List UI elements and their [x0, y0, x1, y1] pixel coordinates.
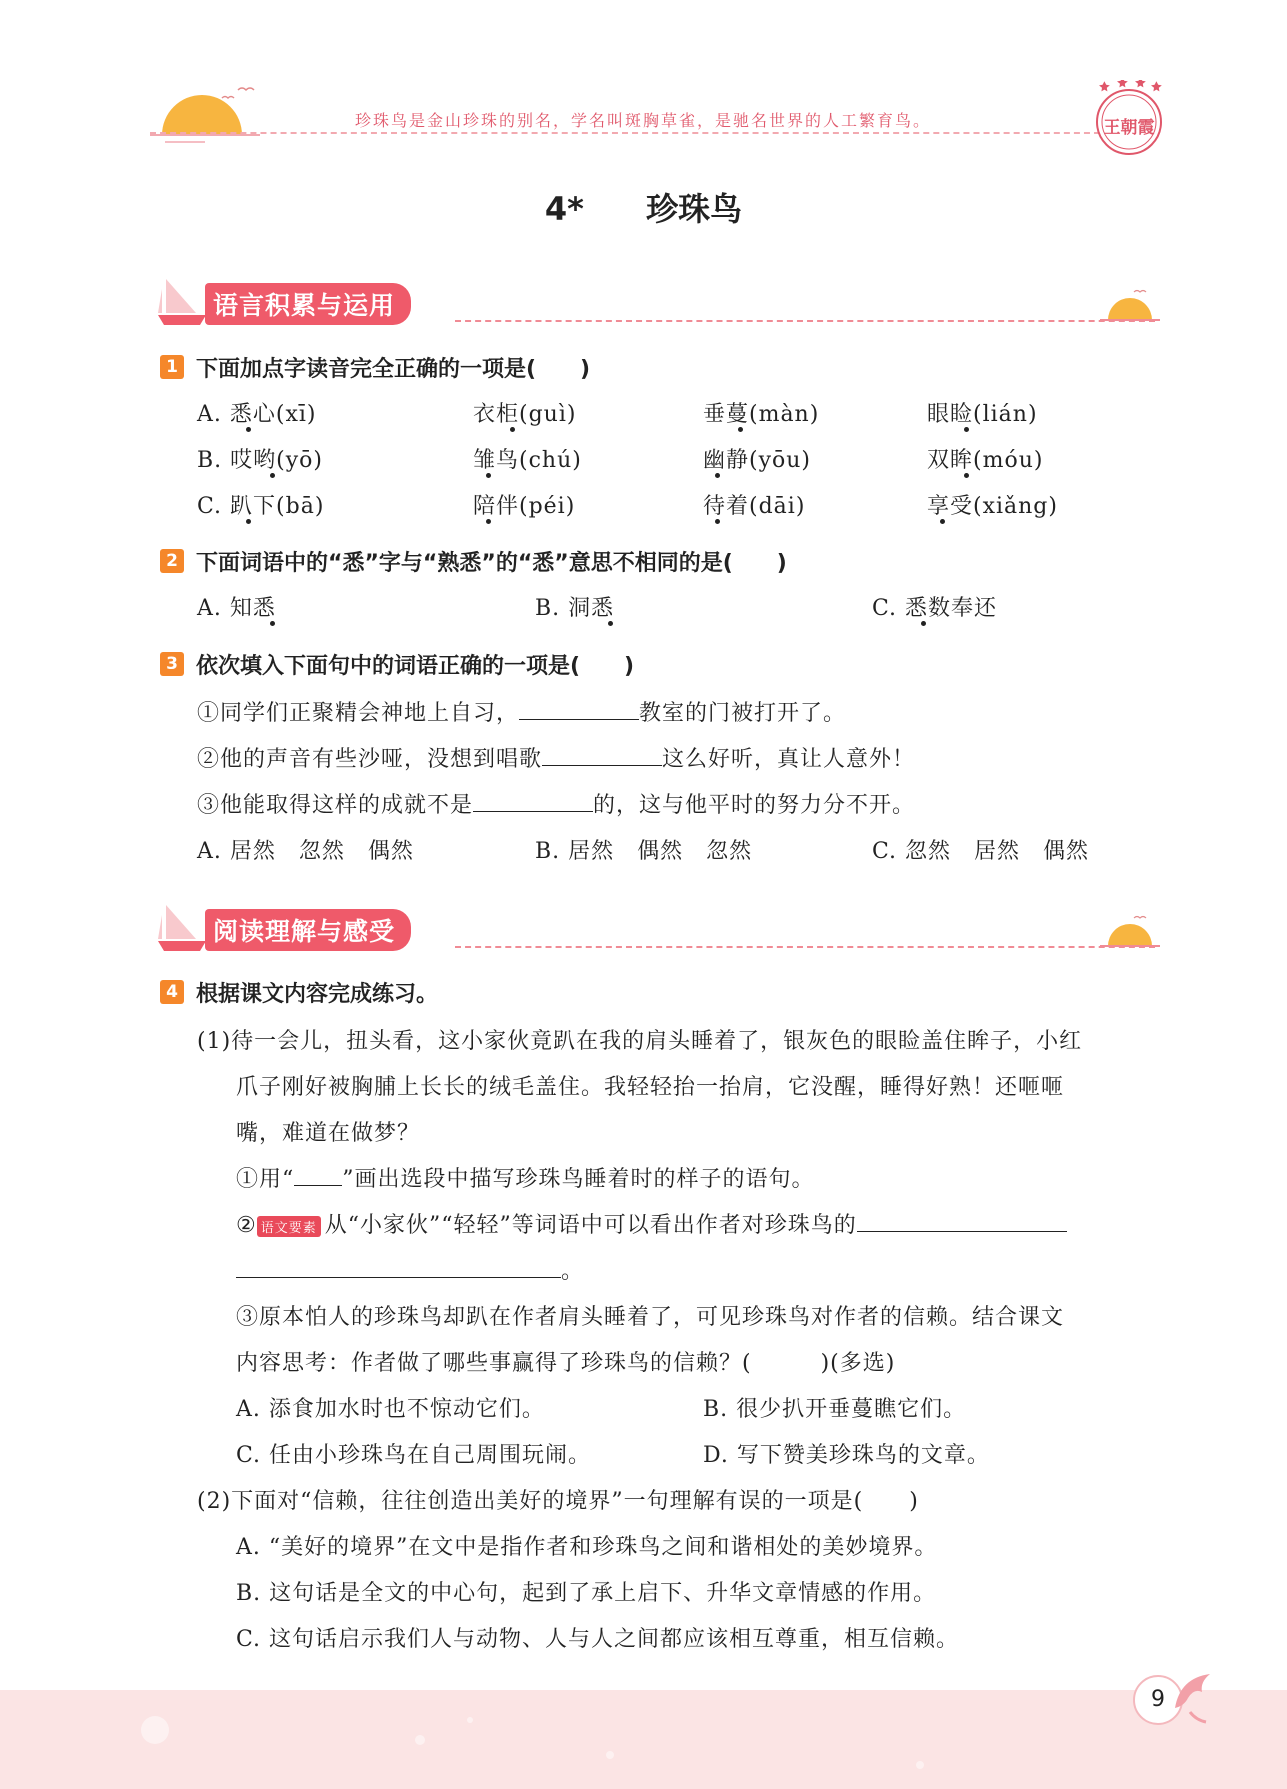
q1-option-b-1: B. 哎哟(yō) — [197, 448, 323, 473]
section-title-reading: 阅读理解与感受 — [205, 909, 411, 951]
q4-sub-2: ② 语文要素 从“小家伙”“轻轻”等词语中可以看出作者对珍珠鸟的 — [236, 1208, 1067, 1239]
q4-sub-3-option-c: C. 任由小珍珠鸟在自己周围玩闹。 — [236, 1443, 592, 1468]
question-2-text: 下面词语中的“悉”字与“熟悉”的“悉”意思不相同的是( ) — [196, 551, 787, 576]
passage-line-2: 爪子刚好被胸脯上长长的绒毛盖住。我轻轻抬一抬肩，它没醒，睡得好熟！还咂咂 — [236, 1075, 1065, 1100]
q2-option-c: C. 悉数奉还 — [872, 596, 998, 621]
section-divider — [455, 320, 1155, 322]
q1-option-b-2: 雏鸟(chú) — [473, 448, 582, 473]
q2-option-a: A. 知悉 — [197, 596, 276, 621]
stamp-label: 王朝霞 — [1103, 118, 1155, 138]
q4-part-2-option-b: B. 这句话是全文的中心句，起到了承上启下、升华文章情感的作用。 — [236, 1581, 937, 1606]
q3-sentence-1: ①同学们正聚精会神地上自习， 教室的门被打开了。 — [197, 701, 847, 726]
q1-option-b-4: 双眸(móu) — [927, 448, 1044, 473]
sun-icon — [1100, 914, 1160, 950]
answer-line[interactable] — [236, 1259, 561, 1278]
q4-sub-2-continued: 。 — [236, 1254, 584, 1285]
q3-option-c: C. 忽然 居然 偶然 — [872, 839, 1090, 864]
header-divider — [150, 132, 1100, 134]
title-number: 4* — [544, 190, 584, 228]
q2-option-b: B. 洞悉 — [535, 596, 615, 621]
fill-blank[interactable] — [473, 793, 593, 812]
fill-blank[interactable] — [542, 747, 662, 766]
question-number-2: 2 — [160, 549, 184, 573]
language-element-tag: 语文要素 — [257, 1216, 321, 1237]
question-1-text: 下面加点字读音完全正确的一项是( ) — [196, 357, 591, 382]
question-number-1: 1 — [160, 355, 184, 379]
q1-option-c-1: C. 趴下(bā) — [197, 494, 325, 519]
sunset-icon — [150, 80, 260, 150]
q3-sentence-3: ③他能取得这样的成就不是 的，这与他平时的努力分不开。 — [197, 793, 916, 818]
header-running-text: 珍珠鸟是金山珍珠的别名，学名叫斑胸草雀，是驰名世界的人工繁育鸟。 — [355, 111, 932, 130]
q4-sub-3-option-d: D. 写下赞美珍珠鸟的文章。 — [703, 1443, 990, 1468]
q1-option-c-3: 待着(dāi) — [703, 494, 806, 519]
q3-option-a: A. 居然 忽然 偶然 — [197, 839, 414, 864]
page-title — [0, 184, 1287, 230]
q4-sub-3-option-a: A. 添食加水时也不惊动它们。 — [236, 1397, 545, 1422]
q1-option-a-4: 眼睑(lián) — [927, 402, 1038, 427]
q1-option-b-3: 幽静(yōu) — [703, 448, 812, 473]
q4-sub-1: ①用“ ”画出选段中描写珍珠鸟睡着时的样子的语句。 — [236, 1167, 815, 1192]
q4-part-2-option-a: A. “美好的境界”在文中是指作者和珍珠鸟之间和谐相处的美妙境界。 — [236, 1535, 938, 1560]
sailboat-icon — [158, 901, 208, 953]
fill-blank[interactable] — [519, 701, 639, 720]
q1-option-a-2: 衣柜(guì) — [473, 402, 577, 427]
question-3-text: 依次填入下面句中的词语正确的一项是( ) — [196, 654, 635, 679]
question-4-text: 根据课文内容完成练习。 — [196, 982, 439, 1007]
title-name: 珍珠鸟 — [646, 190, 743, 228]
q4-part-2-option-c: C. 这句话启示我们人与动物、人与人之间都应该相互尊重，相互信赖。 — [236, 1627, 960, 1652]
bubble-decoration-icon — [0, 1690, 1287, 1789]
q4-sub-3-line-2: 内容思考：作者做了哪些事赢得了珍珠鸟的信赖？( )(多选) — [236, 1351, 896, 1376]
dolphin-icon — [1170, 1668, 1220, 1728]
q1-option-a-3: 垂蔓(màn) — [703, 402, 820, 427]
q1-option-c-4: 享受(xiǎng) — [927, 494, 1058, 519]
section-divider — [455, 946, 1155, 948]
fill-blank[interactable] — [294, 1167, 342, 1186]
q1-option-c-2: 陪伴(péi) — [473, 494, 576, 519]
q4-sub-3-option-b: B. 很少扒开垂蔓瞧它们。 — [703, 1397, 967, 1422]
sun-icon — [1100, 288, 1160, 324]
answer-line[interactable] — [857, 1213, 1067, 1232]
section-title-language: 语言积累与运用 — [205, 283, 411, 325]
q4-sub-3-line-1: ③原本怕人的珍珠鸟却趴在作者肩头睡着了，可见珍珠鸟对作者的信赖。结合课文 — [236, 1305, 1065, 1330]
passage-line-1: (1)待一会儿，扭头看，这小家伙竟趴在我的肩头睡着了，银灰色的眼睑盖住眸子，小红 — [197, 1029, 1083, 1054]
question-number-3: 3 — [160, 652, 184, 676]
question-number-4: 4 — [160, 980, 184, 1004]
q3-sentence-2: ②他的声音有些沙哑，没想到唱歌 这么好听，真让人意外！ — [197, 747, 916, 772]
q4-part-2: (2)下面对“信赖，往往创造出美好的境界”一句理解有误的一项是( ) — [197, 1489, 919, 1514]
q1-option-a-1: A. 悉心(xī) — [197, 402, 317, 427]
sailboat-icon — [158, 275, 208, 327]
page-number: 9 — [1133, 1675, 1183, 1725]
passage-line-3: 嘴，难道在做梦？ — [236, 1121, 421, 1146]
author-stamp — [1090, 80, 1168, 158]
q3-option-b: B. 居然 偶然 忽然 — [535, 839, 753, 864]
